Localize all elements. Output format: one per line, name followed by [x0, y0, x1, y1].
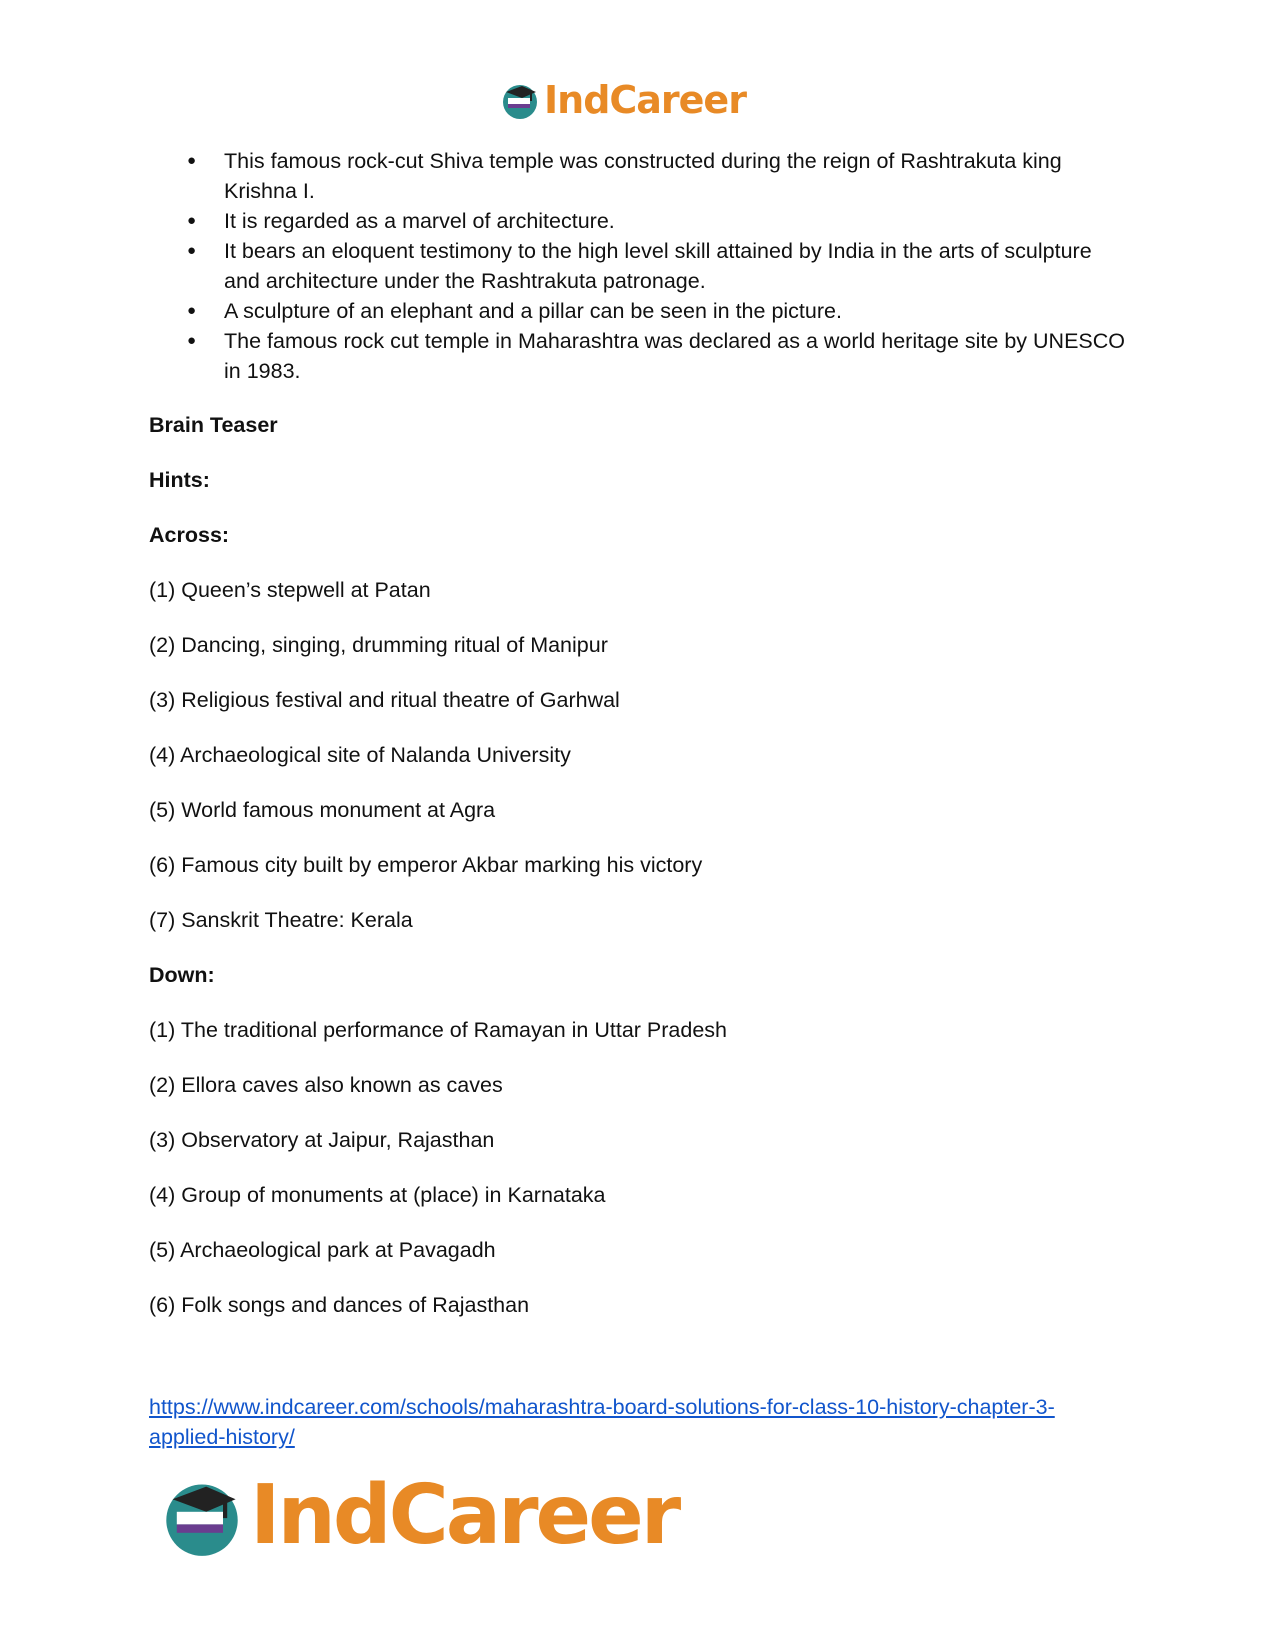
list-item: ● A sculpture of an elephant and a pillar can be seen in the picture. — [149, 296, 1129, 326]
across-clue: (7) Sanskrit Theatre: Kerala — [149, 908, 413, 932]
across-clue: (5) World famous monument at Agra — [149, 798, 496, 822]
down-clue: (3) Observatory at Jaipur, Rajasthan — [149, 1128, 495, 1152]
list-item: ● It is regarded as a marvel of architecture. — [149, 206, 1129, 236]
down-clue: (2) Ellora caves also known as caves — [149, 1073, 503, 1097]
list-item: ● This famous rock-cut Shiva temple was constructed during the reign of Rashtrakuta king Krishna I. — [149, 146, 1129, 206]
down-clue: (5) Archaeological park at Pavagadh — [149, 1238, 496, 1262]
list-item: ● It bears an eloquent testimony to the high level skill attained by India in the arts of sculpture and architecture under the Rashtrakuta patronage. — [149, 236, 1129, 296]
across-clue: (2) Dancing, singing, drumming ritual of Manipur — [149, 633, 608, 657]
down-clue: (4) Group of monuments at (place) in Karnataka — [149, 1183, 606, 1207]
down-clue: (6) Folk songs and dances of Rajasthan — [149, 1293, 530, 1317]
header-logo — [500, 78, 746, 122]
brand-name: IndCareer — [544, 78, 746, 122]
hints-heading: Hints: — [149, 468, 210, 492]
graduation-cap-globe-icon — [500, 80, 540, 120]
across-clue: (3) Religious festival and ritual theatre of Garhwal — [149, 688, 620, 712]
graduation-cap-globe-icon — [160, 1474, 244, 1558]
list-item: ● The famous rock cut temple in Maharashtra was declared as a world heritage site by UNESCO in 1983. — [149, 326, 1129, 386]
down-heading: Down: — [149, 963, 215, 987]
brand-name: IndCareer — [250, 1468, 679, 1563]
temple-facts-list — [149, 146, 1129, 386]
across-clue: (4) Archaeological site of Nalanda University — [149, 743, 571, 767]
across-clue: (1) Queen’s stepwell at Patan — [149, 578, 431, 602]
page-content — [149, 146, 1129, 1320]
across-heading: Across: — [149, 523, 230, 547]
across-clue: (6) Famous city built by emperor Akbar marking his victory — [149, 853, 703, 877]
footer-logo — [160, 1468, 678, 1563]
down-clue: (1) The traditional performance of Ramayan in Uttar Pradesh — [149, 1018, 727, 1042]
source-link[interactable]: https://www.indcareer.com/schools/maharashtra-board-solutions-for-class-10-history-chapter-3-applied-history/ — [149, 1395, 1055, 1449]
brain-teaser-heading: Brain Teaser — [149, 413, 278, 437]
